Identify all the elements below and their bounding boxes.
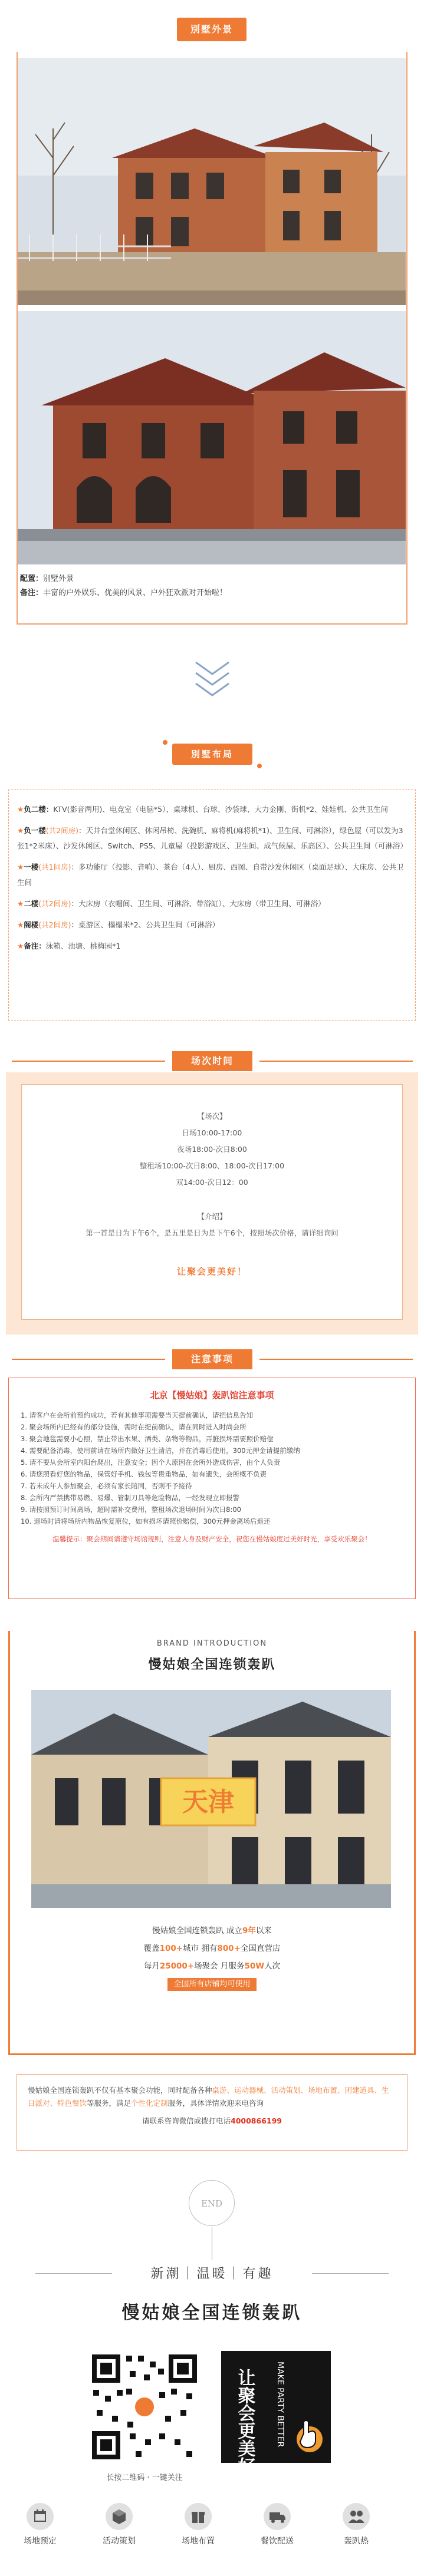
villa-photo-2[interactable]	[18, 311, 406, 564]
session-line: 日场10:00-17:00	[182, 1128, 242, 1137]
config-value: 别墅外景	[43, 574, 74, 583]
divider	[259, 1359, 413, 1360]
city-banner-text: 天津	[182, 1787, 234, 1817]
bottom-nav	[0, 2503, 424, 2568]
note-line: 9. 请按照预订时间离场，超时需补交费用，整租场次退场时间为次日8:00	[21, 1505, 241, 1514]
brand-intro-cn: 慢姑娘全国连锁轰趴	[148, 1657, 276, 1672]
star-icon: ★	[17, 899, 24, 908]
note-line: 4. 需要配备消毒，使用前请在场所内做好卫生清洁，并在消毒后使用，300元押金请提前缴纳	[21, 1446, 300, 1455]
session-line: 夜场18:00-次日8:00	[177, 1145, 247, 1154]
layout-item	[17, 860, 407, 890]
brand-slogan-card	[221, 2351, 331, 2463]
nav-item-event-planning[interactable]	[84, 2503, 155, 2547]
welcome-text: 让聚会更美好！	[176, 1266, 247, 1277]
rules-text: 第一首是日为下午6个，是五里是日为是下午6个，按照场次价格，请详细询问	[86, 1228, 338, 1237]
layout-title-block	[159, 737, 265, 772]
floor-label: 阁楼	[24, 920, 39, 929]
divider	[12, 1061, 165, 1062]
stat-line: 覆盖100+城市 拥有800+全国直营店	[143, 1944, 281, 1953]
floor-label: 负二楼：	[24, 805, 54, 814]
note-line: 10. 退场时请将场所内物品恢复原位，如有损坏请照价赔偿，300元押金离场后退还	[21, 1517, 271, 1525]
floor-description: 泳箱、池塘、桃梅园*1	[45, 942, 121, 950]
star-icon: ★	[17, 920, 24, 929]
star-icon: ★	[17, 942, 24, 950]
layout-item	[17, 896, 407, 911]
nav-item-catering[interactable]	[242, 2503, 313, 2547]
qr-code[interactable]	[88, 2351, 201, 2463]
divider	[12, 1359, 165, 1360]
room-count: (共2间房)	[38, 899, 71, 908]
floor-description: ：大床房（衣帽间、卫生间、可淋浴、带浴缸）、大床房（带卫生间、可淋浴）	[71, 899, 326, 908]
star-icon: ★	[17, 826, 24, 835]
nav-label: 场地预定	[24, 2537, 57, 2546]
notes-title: 北京【慢姑娘】轰趴馆注意事项	[150, 1390, 274, 1401]
nav-label: 场地布置	[182, 2537, 215, 2546]
brand-name-footer: 慢姑娘全国连锁轰趴	[121, 2303, 303, 2323]
layout-list	[8, 790, 416, 1021]
floor-description: ：多功能厅（投影、音响）、茶台（4人）、厨房、西图、自带沙发休闲区（桌面足球）、大床房、公共卫生间	[17, 863, 404, 887]
session-line: 整租场10:00-次日8:00、18:00-次日17:00	[139, 1161, 285, 1170]
brand-store-photo[interactable]	[31, 1690, 391, 1908]
config-label: 配置：	[20, 574, 44, 583]
floor-label: 一楼	[24, 863, 39, 871]
stat-line: 慢姑娘全国连锁轰趴 成立9年以来	[152, 1926, 272, 1936]
contact-label: 请联系咨询微信或拨打电话	[142, 2116, 231, 2125]
session-line: 双14:00-次日12：00	[176, 1178, 248, 1187]
notes-section	[0, 1349, 424, 1597]
decor-dot	[163, 740, 167, 745]
brand-intro-en: BRAND INTRODUCTION	[156, 1639, 268, 1648]
note-line: 2. 聚会场所内已经有的部分设施，需时在提前确认，请在同时进入时尚会所	[21, 1423, 246, 1431]
nav-label: 餐饮配送	[261, 2537, 294, 2546]
notes-box	[8, 1378, 416, 1599]
cube-icon	[106, 2503, 133, 2530]
nav-item-venue-decor[interactable]	[163, 2503, 234, 2547]
room-count: (共1间房)	[38, 863, 71, 871]
note-label: 备注：	[20, 589, 44, 597]
promo-contact	[28, 2115, 396, 2128]
floor-label: 二楼	[24, 899, 39, 908]
delivery-icon	[264, 2503, 291, 2530]
decor-dot	[257, 764, 262, 768]
slogan: 新潮｜温暖｜有趣	[150, 2267, 274, 2281]
session-time-card	[21, 1084, 403, 1320]
villa-photo-1[interactable]	[18, 58, 406, 305]
section-title-exterior: 別墅外景	[177, 18, 246, 41]
note-line: 5. 请不要从会所室内阳台爬出，注意安全；因个人原因在会所外造成伤害，由个人负责	[21, 1458, 281, 1467]
room-count: (共2间房)	[38, 920, 71, 929]
note-value: 丰富的户外娱乐、优美的风景、户外狂欢派对开始啦！	[43, 589, 228, 597]
star-icon: ★	[17, 863, 24, 871]
villa-exterior-section	[0, 0, 424, 630]
floor-description: KTV(影音两用)、电竞室（电脑*5）、桌球机、台球、沙袋球、大力金刚、街机*2、娃娃机、公共卫生间	[53, 805, 389, 814]
note-line: 8. 会所内严禁携带易燃、易爆、管制刀具等危险物品，一经发现立即报警	[21, 1494, 240, 1502]
section-title-notes: 注意事项	[172, 1349, 252, 1369]
layout-item	[17, 939, 407, 954]
nav-item-venue-booking[interactable]	[5, 2503, 75, 2547]
brandbox-text: 让聚会更美好	[234, 2369, 255, 2463]
stores-badge: 全国所有店铺均可使用	[167, 1978, 256, 1991]
calendar-icon	[27, 2503, 54, 2530]
notes-tip: 温馨提示：聚会期间请遵守场馆规则，注意人身及财产安全，祝您在慢姑娘度过美好时光，享受欢乐聚会！	[52, 1535, 372, 1543]
gift-icon	[185, 2503, 212, 2530]
note-line: 3. 聚会地毯需要小心照，禁止带出水果、酒类、杂物等物品，弄脏损坏需要照价赔偿	[21, 1435, 274, 1443]
scroll-chevron-icon	[189, 654, 236, 701]
room-count: (共2间房)	[45, 826, 78, 835]
floor-description: ：桌游区、榻榻米*2、公共卫生间（可淋浴）	[71, 920, 220, 929]
floor-label: 负一楼	[24, 826, 46, 835]
floor-description: ：天井台堂休闲区、休闲吊椅、洗碗机、麻将机(麻将机*1)、卫生间、可淋浴），绿色屋（可以发为3张1*2米床）、沙发休闲区、Switch、PS5、儿童屋（投影游戏区、卫生间、成气候屋、乐高区）、公共卫生间（可淋浴）	[17, 826, 407, 850]
promo-text: 慢姑娘全国连锁轰趴不仅有基本聚会功能，同时配备各种桌游、运动器械、活动策划、场地布置、团建道具、生日派对、特色餐饮等服务，满足个性化定制服务，具体详情欢迎来电咨询	[28, 2086, 389, 2108]
note-line: 6. 请您照看好您的物品，保管好手机、钱包等贵重物品，如有遗失，会所概不负责	[21, 1470, 267, 1478]
nav-label: 活动策划	[103, 2537, 136, 2546]
layout-item	[17, 917, 407, 933]
section-title-time: 场次时间	[172, 1051, 252, 1071]
star-icon: ★	[17, 805, 24, 814]
brandbox-en: MAKE PARTY BETTER	[275, 2362, 285, 2448]
note-line: 1. 请客户在会所前预约成功，若有其他事项需要当天提前确认，请把信息告知	[21, 1411, 254, 1419]
people-icon	[343, 2503, 370, 2530]
qr-caption: 长按二维码 · 一键关注	[106, 2473, 183, 2482]
section-title-layout: 別墅布局	[172, 744, 252, 765]
divider	[259, 1061, 413, 1062]
note-caption	[20, 587, 227, 600]
end-mark: END	[189, 2180, 235, 2226]
floor-label: 备注：	[24, 942, 46, 950]
rules-heading: 【介绍】	[197, 1212, 227, 1221]
brand-intro-section	[8, 1631, 416, 2055]
note-line: 7. 若未成年人参加聚会，必须有家长陪同，否则不予接待	[21, 1482, 192, 1490]
stat-line: 每月25000+场聚会 月服务50W人次	[143, 1961, 281, 1971]
promo-box	[17, 2074, 407, 2151]
brand-stats	[10, 1922, 414, 1993]
config-caption	[20, 573, 74, 586]
layout-item	[17, 823, 407, 854]
layout-item	[17, 802, 407, 817]
phone-number[interactable]: 4000866199	[231, 2116, 282, 2125]
session-heading: 【场次】	[197, 1112, 227, 1121]
nav-item-party[interactable]	[321, 2503, 392, 2547]
nav-label: 轰趴热	[344, 2537, 369, 2546]
session-time-section	[0, 1043, 424, 1337]
